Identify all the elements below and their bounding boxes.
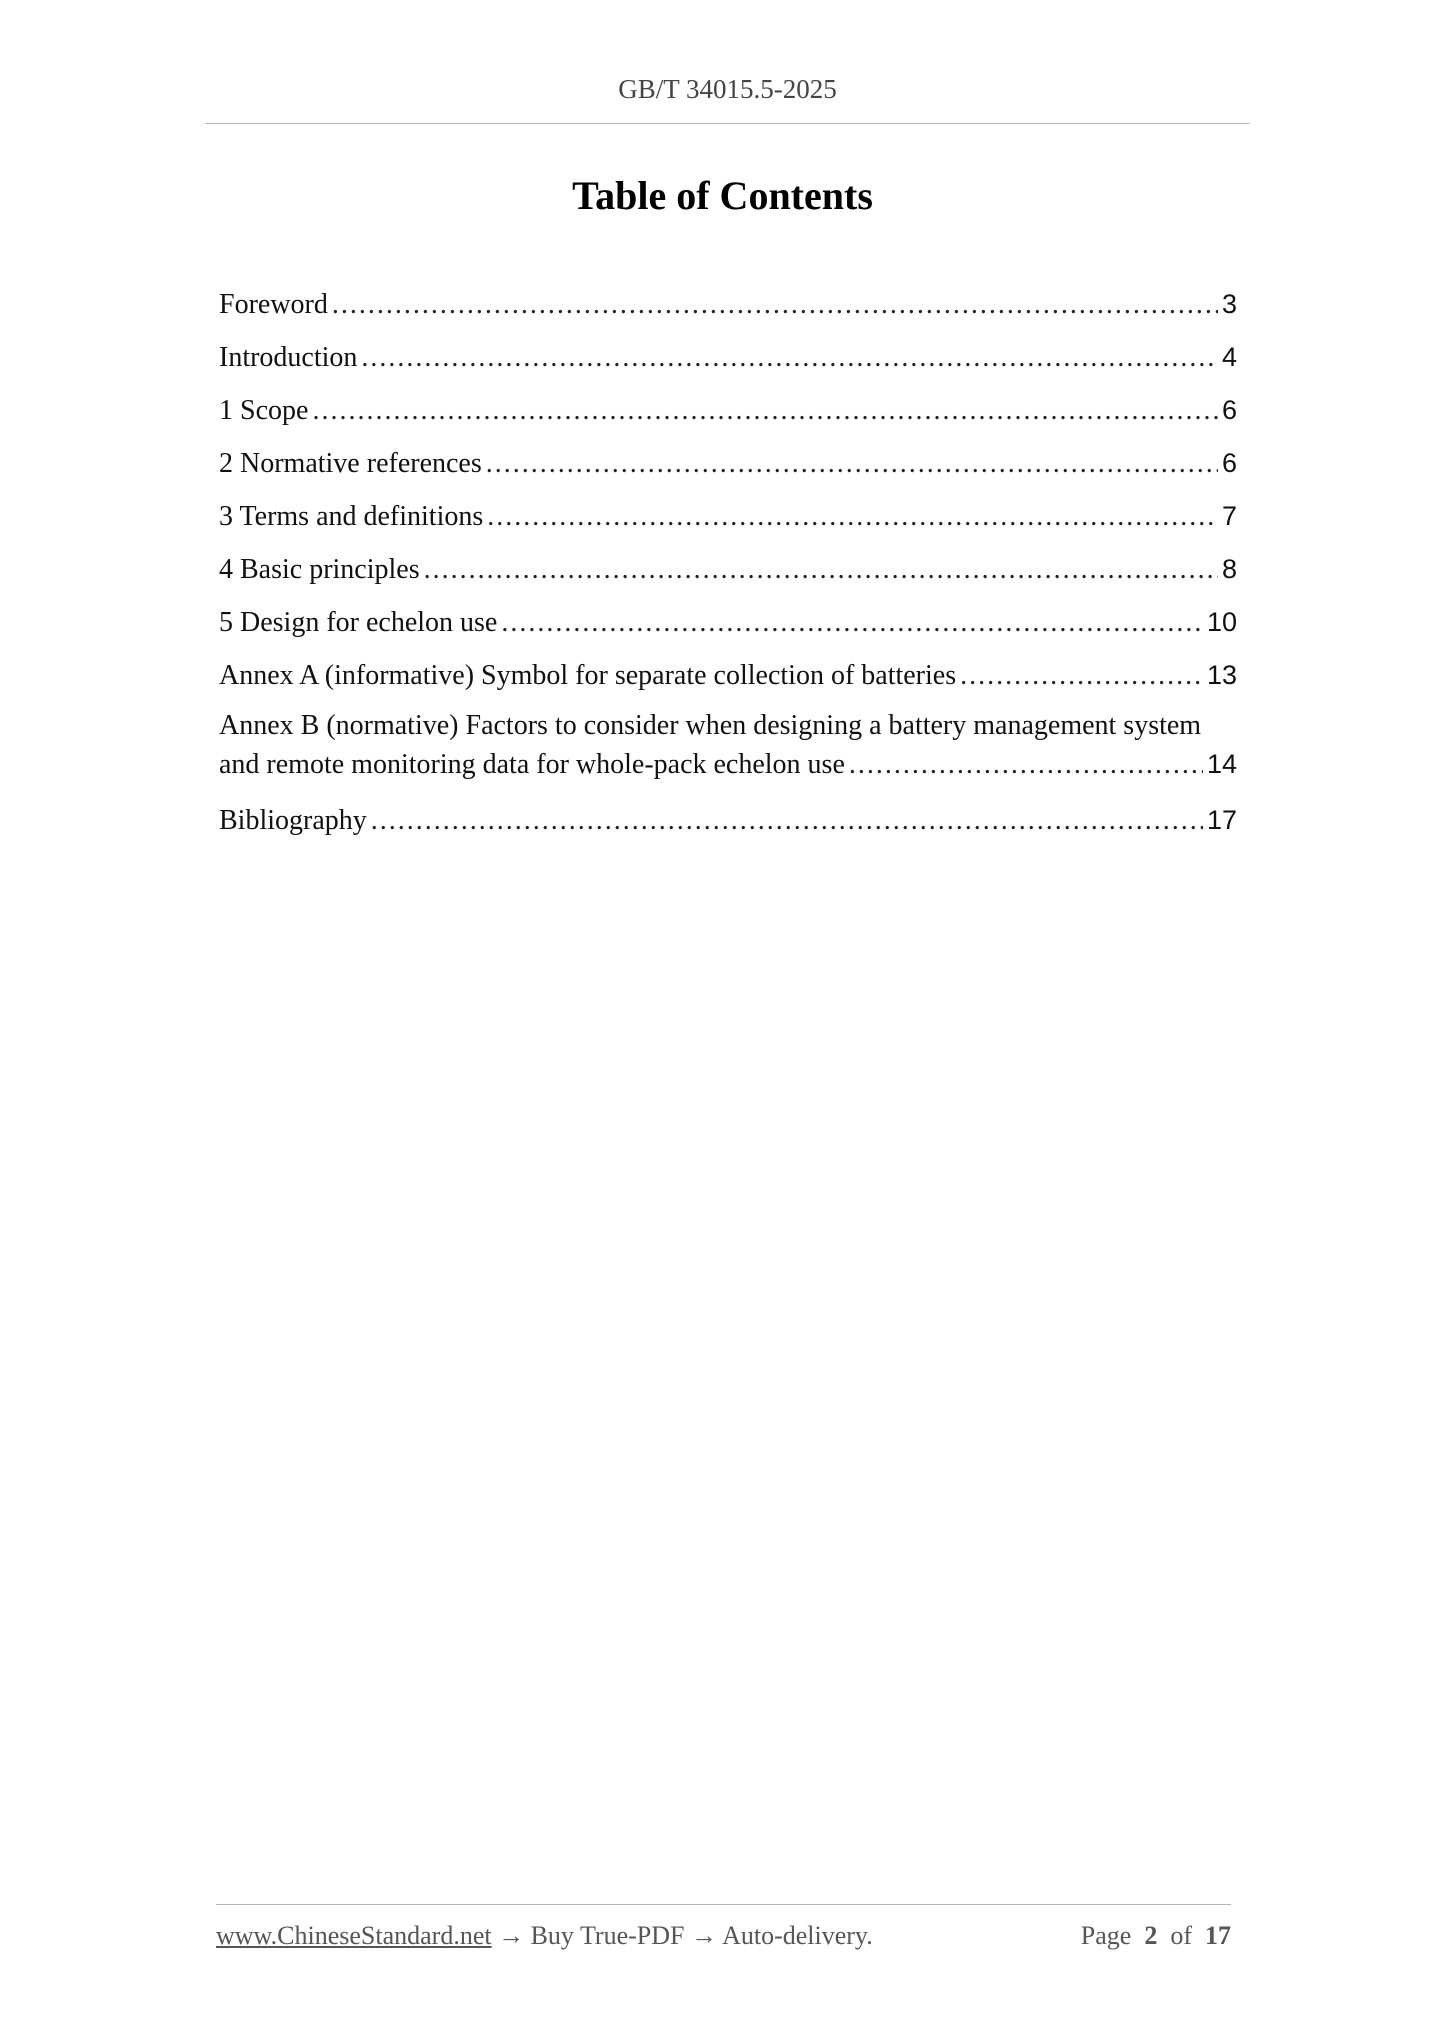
toc-entry-page: 10 bbox=[1206, 607, 1237, 637]
toc-entry-page: 14 bbox=[1206, 749, 1237, 779]
toc-entry-normative-references[interactable] bbox=[219, 441, 1237, 494]
toc-entry-page: 4 bbox=[1221, 342, 1237, 372]
toc-entry-terms-definitions[interactable] bbox=[219, 494, 1237, 547]
toc-entry-label: 5 Design for echelon use bbox=[219, 607, 498, 638]
page-header bbox=[205, 66, 1250, 124]
toc-list bbox=[219, 282, 1237, 851]
toc-leader-dots bbox=[501, 601, 1203, 645]
toc-entry-page: 7 bbox=[1221, 501, 1237, 531]
toc-entry-page: 3 bbox=[1221, 289, 1237, 319]
toc-entry-foreword[interactable] bbox=[219, 282, 1237, 335]
toc-entry-page: 13 bbox=[1206, 660, 1237, 690]
toc-leader-dots bbox=[371, 799, 1203, 843]
toc-leader-dots bbox=[424, 548, 1218, 592]
arrow-right-icon: → bbox=[498, 1921, 525, 1950]
toc-entry-basic-principles[interactable] bbox=[219, 547, 1237, 600]
toc-entry-page: 8 bbox=[1221, 554, 1237, 584]
toc-title: Table of Contents bbox=[572, 173, 873, 218]
website-link[interactable]: www.ChineseStandard.net bbox=[216, 1921, 492, 1950]
toc-entry-page: 17 bbox=[1206, 805, 1237, 835]
buy-true-pdf-text: Buy True-PDF bbox=[530, 1921, 685, 1950]
toc-entry-label-line2: and remote monitoring data for whole-pack echelon use bbox=[219, 749, 845, 780]
auto-delivery-text: Auto-delivery. bbox=[722, 1921, 873, 1950]
toc-leader-dots bbox=[486, 442, 1218, 486]
toc-entry-page: 6 bbox=[1221, 395, 1237, 425]
toc-entry-label: 1 Scope bbox=[219, 395, 309, 426]
toc-leader-dots bbox=[332, 283, 1218, 327]
footer-promo bbox=[216, 1921, 873, 1951]
toc-entry-annex-a[interactable] bbox=[219, 653, 1237, 706]
of-label: of bbox=[1170, 1921, 1192, 1950]
toc-entry-label: 2 Normative references bbox=[219, 448, 482, 479]
total-pages-number: 17 bbox=[1205, 1921, 1231, 1950]
toc-entry-label: Foreword bbox=[219, 289, 328, 320]
toc-entry-introduction[interactable] bbox=[219, 335, 1237, 388]
document-id: GB/T 34015.5-2025 bbox=[618, 74, 837, 104]
toc-leader-dots bbox=[361, 336, 1218, 380]
toc-entry-label: Bibliography bbox=[219, 805, 367, 836]
toc-entry-line2 bbox=[219, 745, 1237, 784]
toc-entry-bibliography[interactable] bbox=[219, 798, 1237, 851]
current-page-number: 2 bbox=[1144, 1921, 1158, 1950]
toc-leader-dots bbox=[487, 495, 1218, 539]
toc-leader-dots bbox=[960, 654, 1203, 698]
toc-entry-label: Annex A (informative) Symbol for separate collection of batteries bbox=[219, 660, 957, 691]
toc-entry-label: 3 Terms and definitions bbox=[219, 501, 484, 532]
arrow-right-icon: → bbox=[691, 1921, 717, 1950]
toc-leader-dots bbox=[312, 389, 1218, 433]
page-label: Page bbox=[1080, 1921, 1132, 1950]
toc-entry-label: Introduction bbox=[219, 342, 358, 373]
toc-entry-scope[interactable] bbox=[219, 388, 1237, 441]
toc-leader-dots bbox=[849, 745, 1203, 784]
toc-entry-annex-b[interactable] bbox=[219, 706, 1237, 798]
page-footer bbox=[216, 1904, 1231, 1951]
toc-entry-page: 6 bbox=[1221, 448, 1237, 478]
page-indicator bbox=[1081, 1921, 1231, 1951]
toc-entry-design-echelon-use[interactable] bbox=[219, 600, 1237, 653]
toc-entry-label-line1: Annex B (normative) Factors to consider when designing a battery management system bbox=[219, 710, 1202, 741]
toc-entry-label: 4 Basic principles bbox=[219, 554, 420, 585]
